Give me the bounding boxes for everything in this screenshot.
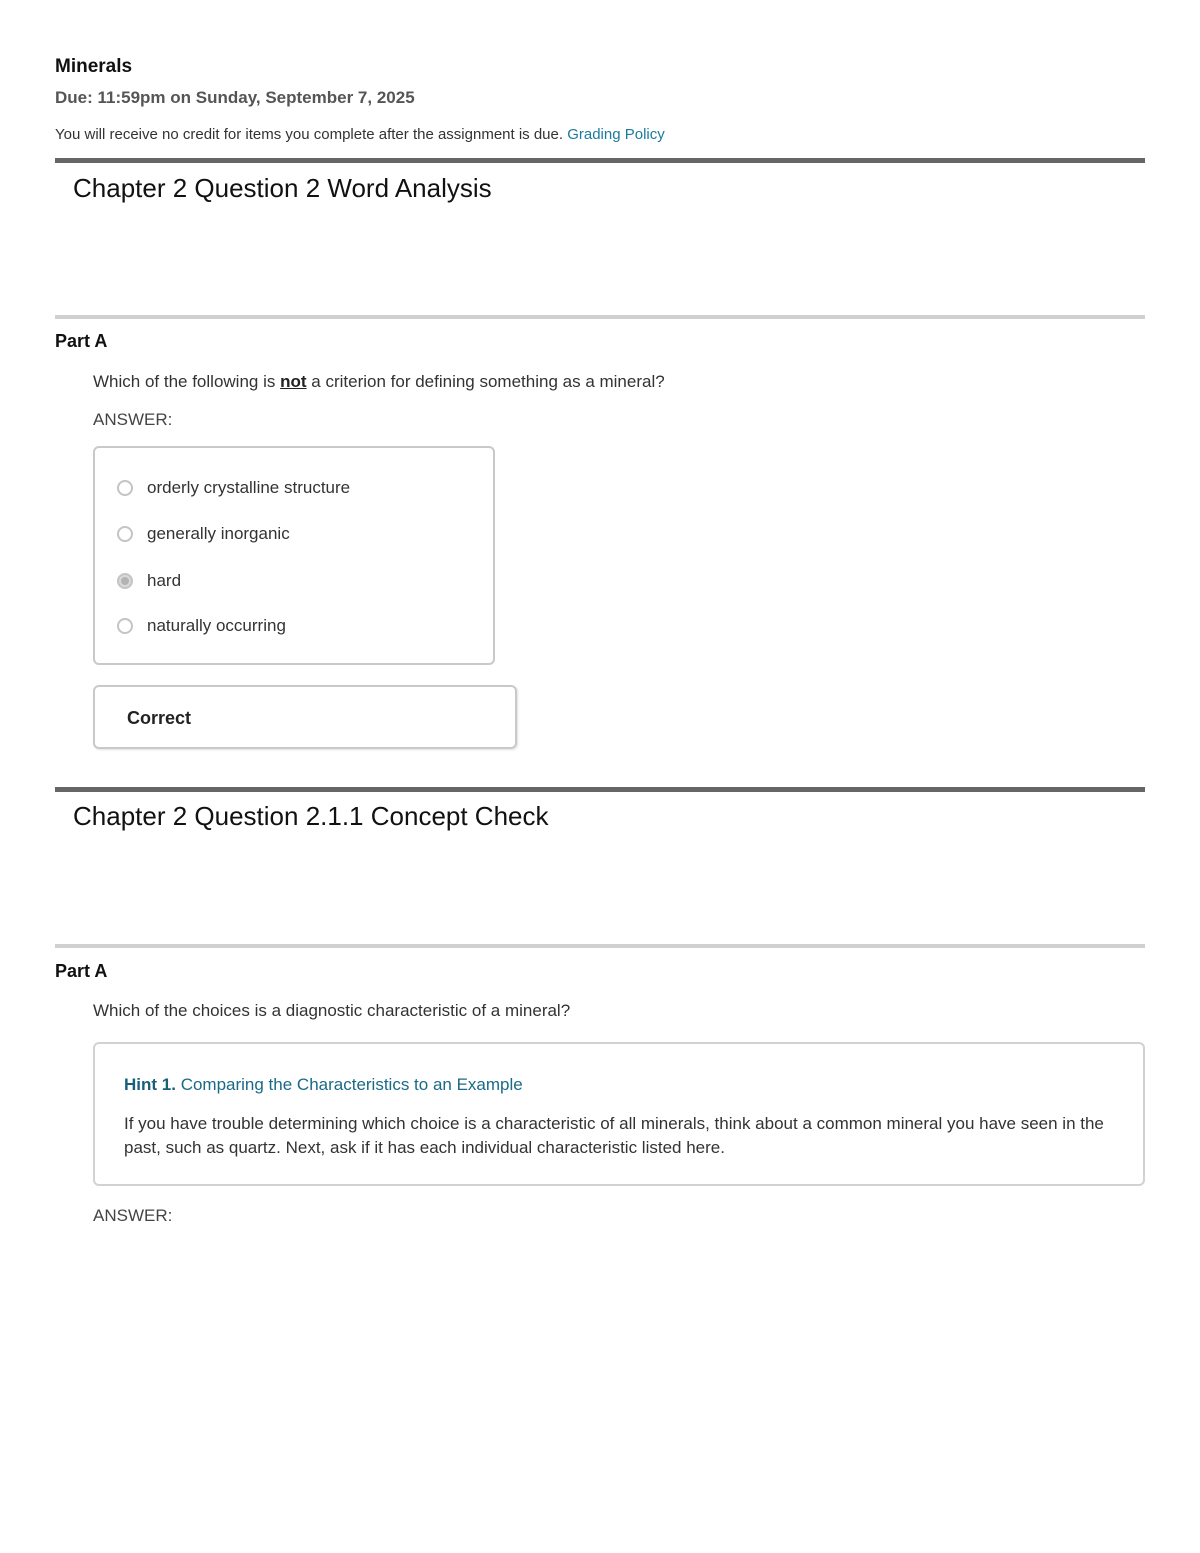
question-prompt [93,372,665,392]
grading-policy-link[interactable]: Grading Policy [567,126,665,143]
prompt-text-before: Which of the following is [93,372,276,391]
prompt-emphasis: not [280,372,307,391]
answer-choices [93,446,495,665]
question-divider [55,787,1145,792]
radio-button[interactable] [117,526,133,542]
radio-button[interactable] [117,618,133,634]
choice-option[interactable] [117,616,286,636]
answer-label: ANSWER: [93,1206,173,1225]
hint-label: Hint 1. [124,1075,176,1094]
question-title: Chapter 2 Question 2 Word Analysis [73,173,492,203]
choice-option[interactable] [117,524,290,544]
late-notice [55,126,665,143]
part-label: Part A [55,331,108,351]
assignment-title: Minerals [55,56,133,77]
choice-option[interactable] [117,478,350,498]
choice-label: hard [147,571,182,590]
question-divider [55,158,1145,163]
hint-box [93,1042,1145,1186]
prompt-text-after: a criterion for defining something as a mineral? [311,372,665,391]
question-prompt: Which of the choices is a diagnostic characteristic of a mineral? [93,1001,571,1020]
question-title: Chapter 2 Question 2.1.1 Concept Check [73,801,549,831]
due-date: Due: 11:59pm on Sunday, September 7, 2025 [55,88,415,107]
radio-button[interactable] [117,480,133,496]
late-notice-text: You will receive no credit for items you complete after the assignment is due. [55,126,564,143]
choice-label: orderly crystalline structure [147,478,351,497]
choice-label: naturally occurring [147,616,286,635]
choice-option-selected[interactable] [117,571,181,591]
hint-header[interactable] [124,1075,523,1095]
feedback-box [93,685,517,749]
part-divider [55,315,1145,319]
choice-label: generally inorganic [147,524,290,543]
radio-button-selected[interactable] [117,573,133,589]
hint-body: If you have trouble determining which choice is a characteristic of all minerals, think about a common mineral you have seen in the past, such as quartz. Next, ask if it has each individual characteristic listed here. [124,1114,1104,1157]
feedback-text: Correct [127,708,192,728]
answer-label: ANSWER: [93,410,173,429]
part-label: Part A [55,961,108,981]
part-divider [55,944,1145,948]
hint-title: Comparing the Characteristics to an Example [180,1075,523,1094]
